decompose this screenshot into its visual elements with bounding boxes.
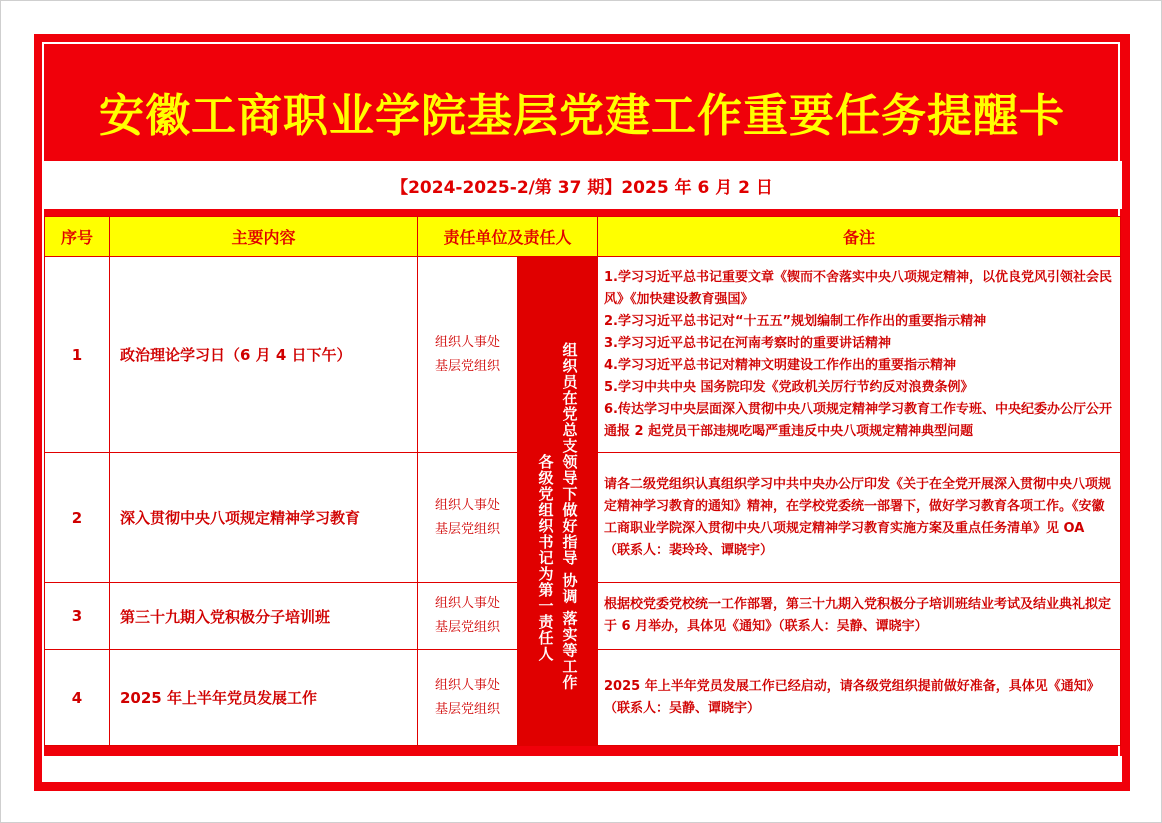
table-header-row bbox=[45, 217, 1121, 257]
note-line: 根据校党委党校统一工作部署，第三十九期入党积极分子培训班结业考试及结业典礼拟定于 6 月举办，具体见《通知》（联系人：吴静、谭晓宇） bbox=[604, 597, 1112, 634]
page-title: 安徽工商职业学院基层党建工作重要任务提醒卡 bbox=[98, 88, 1065, 142]
row-notes bbox=[598, 257, 1121, 453]
row-number: 1 bbox=[45, 257, 110, 453]
note-line: 1.学习习近平总书记重要文章《锲而不舍落实中央八项规定精神，以优良党风引领社会民风》《加快建设教育强国》 bbox=[604, 269, 1113, 307]
unit-line: 组织人事处 bbox=[434, 334, 500, 350]
row-content: 2025 年上半年党员发展工作 bbox=[110, 650, 418, 746]
row-notes bbox=[598, 583, 1121, 650]
header-number: 序号 bbox=[45, 217, 110, 257]
row-units bbox=[418, 583, 518, 650]
note-line: 请各二级党组织认真组织学习中共中央办公厅印发《关于在全党开展深入贯彻中央八项规定精神学习教育的通知》精神，在学校党委统一部署下，做好学习教育各项工作。《安徽工商职业学院深入贯彻中央八项规定精神学习教育实施方案及重点任务清单》见 OA bbox=[604, 476, 1112, 536]
unit-line: 组织人事处 bbox=[434, 596, 500, 611]
unit-line: 组织人事处 bbox=[434, 497, 500, 513]
note-line: 5.学习中共中央 国务院印发《党政机关厉行节约反对浪费条例》 bbox=[604, 379, 974, 395]
responsible-line-2: 各级党组织书记为第一责任人 bbox=[536, 453, 555, 662]
note-line: 3.学习习近平总书记在河南考察时的重要讲话精神 bbox=[604, 335, 891, 351]
responsible-line-1: 组织员在党总支领导下做好指导 协调 落实等工作 bbox=[560, 341, 579, 691]
unit-line: 基层党组织 bbox=[434, 358, 500, 374]
table-row bbox=[45, 257, 1121, 453]
unit-line: 基层党组织 bbox=[434, 521, 500, 537]
row-units bbox=[418, 650, 518, 746]
row-content: 第三十九期入党积极分子培训班 bbox=[110, 583, 418, 650]
note-line: 6.传达学习中央层面深入贯彻中央八项规定精神学习教育工作专班、中央纪委办公厅公开通报 2 起党员干部违规吃喝严重违反中央八项规定精神典型问题 bbox=[604, 401, 1113, 439]
note-line: 2.学习习近平总书记对“十五五”规划编制工作作出的重要指示精神 bbox=[604, 313, 987, 329]
header-content: 主要内容 bbox=[110, 217, 418, 257]
row-units bbox=[418, 257, 518, 453]
title-bar bbox=[44, 64, 1120, 158]
responsible-merged-cell bbox=[518, 257, 598, 746]
row-number: 4 bbox=[45, 650, 110, 746]
reminder-card bbox=[34, 34, 1130, 791]
note-line: （联系人：裴玲玲、谭晓宇） bbox=[604, 542, 774, 558]
row-notes bbox=[598, 453, 1121, 583]
unit-line: 基层党组织 bbox=[434, 620, 500, 635]
footer-bar bbox=[42, 756, 1122, 782]
issue-bar bbox=[42, 161, 1122, 209]
row-units bbox=[418, 453, 518, 583]
header-responsible: 责任单位及责任人 bbox=[418, 217, 598, 257]
note-line: 2025 年上半年党员发展工作已经启动，请各级党组织提前做好准备，具体见《通知》（联系人：吴静、谭晓宇） bbox=[604, 678, 1100, 716]
row-content: 政治理论学习日（6 月 4 日下午） bbox=[110, 257, 418, 453]
row-number: 3 bbox=[45, 583, 110, 650]
row-content: 深入贯彻中央八项规定精神学习教育 bbox=[110, 453, 418, 583]
unit-line: 基层党组织 bbox=[434, 701, 500, 717]
header-notes: 备注 bbox=[598, 217, 1121, 257]
row-notes bbox=[598, 650, 1121, 746]
note-line: 4.学习习近平总书记对精神文明建设工作作出的重要指示精神 bbox=[604, 357, 956, 373]
issue-date: 【2024-2025-2/第 37 期】2025 年 6 月 2 日 bbox=[391, 177, 773, 198]
unit-line: 组织人事处 bbox=[434, 677, 500, 693]
row-number: 2 bbox=[45, 453, 110, 583]
task-table bbox=[44, 216, 1121, 746]
